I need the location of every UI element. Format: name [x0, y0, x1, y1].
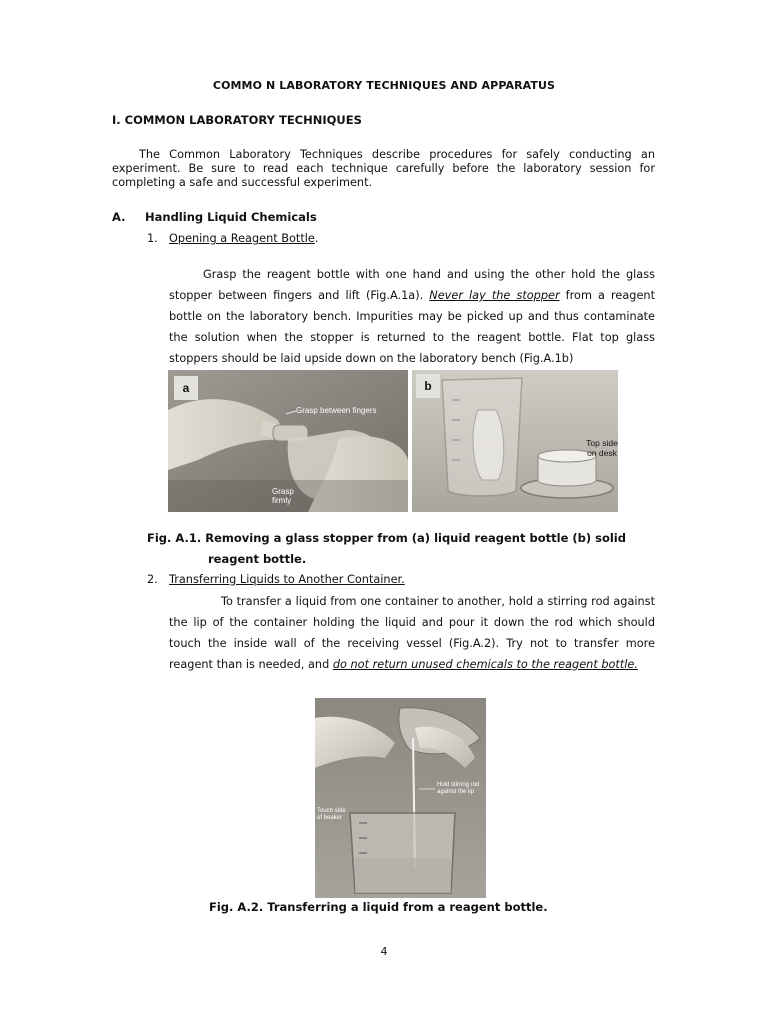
intro-paragraph [112, 148, 655, 190]
item-2-heading [147, 573, 405, 586]
label-grasp-between: Grasp between fingers [296, 406, 377, 415]
item-2-text-a: To transfer a liquid from one container to another, hold a stirring rod against the lip of the container holding the liquid and pour it down the rod which should touch the inside wall of the receiving vessel (Fig.A.2). Try not to transfer more reagent than is needed, and [169, 595, 655, 671]
figure-a1 [168, 370, 618, 512]
section-heading: I. COMMON LABORATORY TECHNIQUES [112, 113, 362, 127]
panel-a-label: a [182, 381, 190, 395]
item-2-number: 2. [147, 573, 158, 586]
label-grasp-firmly-1: Grasp [272, 487, 294, 496]
figure-a1-photo-b [412, 370, 618, 512]
item-1-title: Opening a Reagent Bottle [169, 232, 315, 245]
label-hold-rod-1: Hold stirring rod [437, 782, 480, 788]
item-1-emphasis: Never lay the stopper [429, 289, 560, 302]
figure-a1-caption-line1: Fig. A.1. Removing a glass stopper from (a) liquid reagent bottle (b) solid [147, 531, 626, 545]
item-1-text-a: Grasp the reagent bottle with one hand and using the other hold the glass stopper between fingers and lift (Fig.A.1a). [169, 268, 655, 302]
figure-a1-photo-a [168, 370, 408, 512]
figure-a1-caption-line2: reagent bottle. [208, 552, 307, 566]
photo-b-illustration [412, 370, 618, 512]
subsection-title: Handling Liquid Chemicals [145, 210, 317, 224]
figure-a2-caption: Fig. A.2. Transferring a liquid from a reagent bottle. [209, 900, 548, 914]
document-title: COMMO N LABORATORY TECHNIQUES AND APPARATUS [212, 79, 556, 92]
item-1-number: 1. [147, 232, 158, 245]
item-2-title: Transferring Liquids to Another Container. [169, 573, 405, 586]
photo-2-illustration [315, 698, 486, 898]
item-1-text-b: from a reagent bottle on the laboratory bench. Impurities may be picked up and thus contaminate the solution when the stopper is returned to the reagent bottle. Flat top glass stoppers should be laid upside down on the laboratory bench (Fig.A.1b) [169, 289, 655, 365]
item-2-paragraph [169, 591, 655, 675]
panel-b-label: b [424, 379, 432, 393]
item-1-paragraph [169, 264, 655, 369]
label-touch-side-1: Touch side [317, 808, 346, 814]
item-1-heading [147, 232, 318, 245]
subsection-label: A. [112, 210, 126, 224]
item-2-emphasis: do not return unused chemicals to the reagent bottle. [332, 658, 638, 671]
item-1-title-suffix: . [314, 232, 319, 245]
intro-text: The Common Laboratory Techniques describe procedures for safely conducting an experiment. Be sure to read each technique carefully before the laboratory session for completing a safe and successful experiment. [112, 148, 655, 189]
label-top-side-1: Top side [586, 438, 618, 448]
label-grasp-firmly-2: firmly [272, 496, 292, 505]
label-hold-rod-2: against the lip [437, 789, 475, 795]
photo-a-illustration [168, 370, 408, 512]
label-touch-side-2: of beaker [317, 815, 343, 821]
page-number: 4 [380, 945, 388, 958]
subsection-heading [112, 210, 317, 224]
label-top-side-2: on desk [587, 448, 617, 458]
figure-a2-photo [315, 698, 486, 898]
